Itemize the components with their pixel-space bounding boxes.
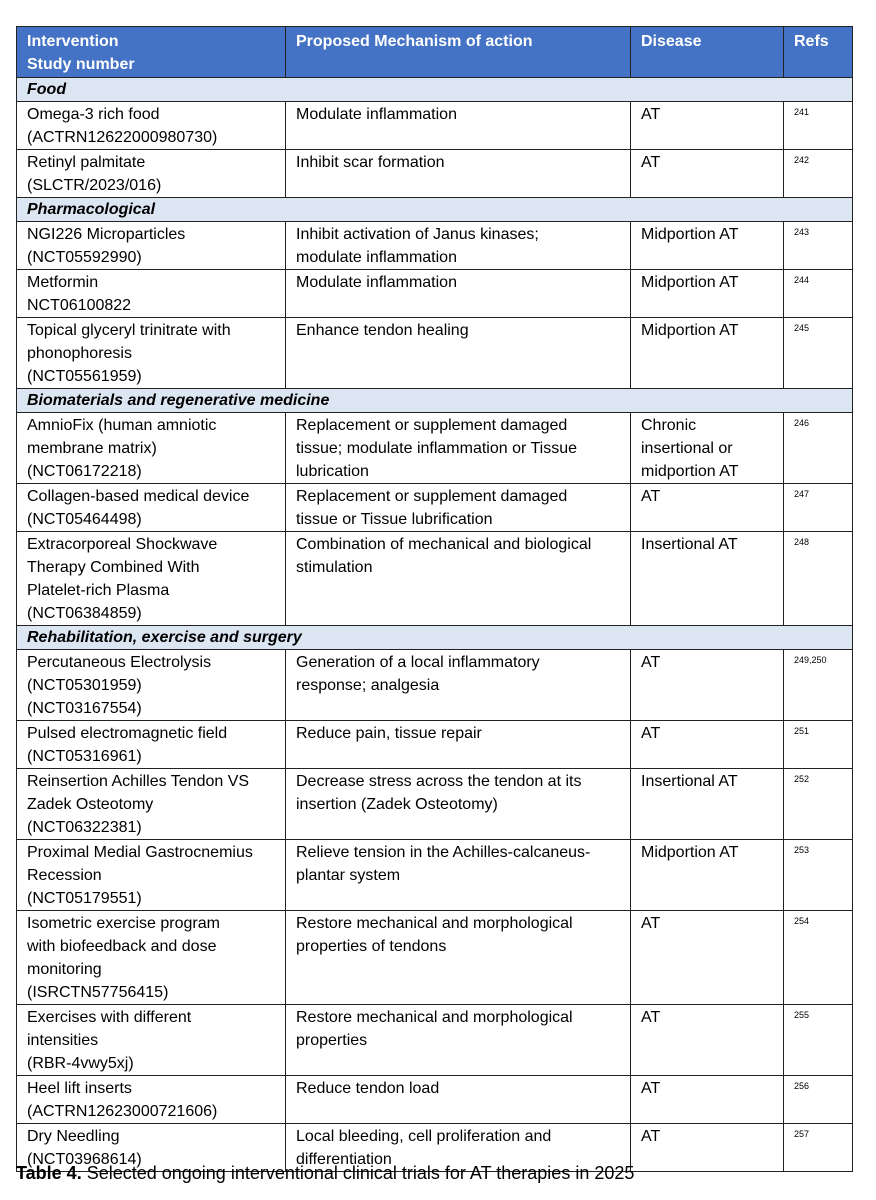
cell-disease-text: AT <box>641 106 661 123</box>
table-row <box>17 270 853 318</box>
cell-intervention <box>17 1076 286 1124</box>
table-row <box>17 1076 853 1124</box>
cell-disease <box>631 911 784 1005</box>
clinical-trials-table <box>16 26 853 1172</box>
cell-mechanism-text: Enhance tendon healing <box>296 322 469 339</box>
cell-mechanism <box>286 1005 631 1076</box>
cell-disease-text: AT <box>641 1080 661 1097</box>
cell-intervention <box>17 1005 286 1076</box>
cell-mechanism-text: Reduce tendon load <box>296 1080 440 1097</box>
cell-disease-text: AT <box>641 915 661 932</box>
cell-refs <box>784 1076 853 1124</box>
cell-refs-text: 242 <box>794 155 810 165</box>
table-header-row <box>17 27 853 78</box>
cell-disease <box>631 1124 784 1172</box>
section-row <box>17 389 853 413</box>
cell-mechanism-text: Replacement or supplement damaged tissue; modulate inflammation or Tissue lubrication <box>296 417 578 480</box>
cell-intervention-text: Pulsed electromagnetic field (NCT05316961) <box>27 725 228 765</box>
cell-intervention <box>17 769 286 840</box>
cell-refs-text: 248 <box>794 537 810 547</box>
cell-mechanism-text: Decrease stress across the tendon at its insertion (Zadek Osteotomy) <box>296 773 582 813</box>
cell-mechanism-text: Modulate inflammation <box>296 274 457 291</box>
cell-disease-text: AT <box>641 654 661 671</box>
cell-mechanism-text: Inhibit activation of Janus kinases; modulate inflammation <box>296 226 539 266</box>
cell-intervention <box>17 840 286 911</box>
cell-disease-text: AT <box>641 725 661 742</box>
cell-refs <box>784 1124 853 1172</box>
cell-refs-text: 249,250 <box>794 655 827 665</box>
table-row <box>17 532 853 626</box>
cell-mechanism-text: Restore mechanical and morphological properties <box>296 1009 573 1049</box>
cell-intervention <box>17 721 286 769</box>
section-row <box>17 626 853 650</box>
cell-intervention-text: Percutaneous Electrolysis (NCT05301959) (NCT03167554) <box>27 654 212 717</box>
cell-refs <box>784 222 853 270</box>
cell-disease-text: Midportion AT <box>641 226 739 243</box>
table-body <box>17 78 853 1172</box>
cell-mechanism <box>286 150 631 198</box>
cell-disease <box>631 1005 784 1076</box>
cell-mechanism <box>286 721 631 769</box>
cell-refs <box>784 150 853 198</box>
cell-mechanism <box>286 650 631 721</box>
section-title: Rehabilitation, exercise and surgery <box>17 626 853 650</box>
cell-intervention-text: Dry Needling (NCT03968614) <box>27 1128 142 1168</box>
cell-mechanism <box>286 413 631 484</box>
cell-mechanism-text: Local bleeding, cell proliferation and differentiation <box>296 1128 552 1168</box>
cell-mechanism <box>286 769 631 840</box>
table-row <box>17 840 853 911</box>
table-row <box>17 150 853 198</box>
cell-intervention <box>17 911 286 1005</box>
cell-refs-text: 247 <box>794 489 810 499</box>
cell-refs <box>784 840 853 911</box>
cell-mechanism-text: Replacement or supplement damaged tissue or Tissue lubrification <box>296 488 568 528</box>
caption-text: Selected ongoing interventional clinical trials for AT therapies in 2025 <box>81 1163 635 1183</box>
cell-disease-text: AT <box>641 1009 661 1026</box>
caption-label: Table 4. <box>16 1163 82 1183</box>
header-refs: Refs <box>784 27 853 78</box>
cell-mechanism-text: Relieve tension in the Achilles-calcaneus- plantar system <box>296 844 591 884</box>
header-mechanism: Proposed Mechanism of action <box>286 27 631 78</box>
cell-intervention-text: AmnioFix (human amniotic membrane matrix) (NCT06172218) <box>27 417 217 480</box>
cell-mechanism <box>286 222 631 270</box>
cell-mechanism <box>286 911 631 1005</box>
table-row <box>17 769 853 840</box>
cell-intervention <box>17 150 286 198</box>
cell-mechanism <box>286 1076 631 1124</box>
cell-disease-text: Midportion AT <box>641 844 739 861</box>
cell-disease-text: Chronic insertional or midportion AT <box>641 417 739 480</box>
cell-mechanism <box>286 484 631 532</box>
cell-disease <box>631 318 784 389</box>
cell-disease-text: AT <box>641 154 661 171</box>
cell-mechanism-text: Restore mechanical and morphological properties of tendons <box>296 915 573 955</box>
table-row <box>17 484 853 532</box>
cell-refs-text: 241 <box>794 107 810 117</box>
cell-disease <box>631 222 784 270</box>
cell-mechanism <box>286 532 631 626</box>
cell-refs <box>784 911 853 1005</box>
cell-disease <box>631 840 784 911</box>
cell-refs-text: 244 <box>794 275 810 285</box>
cell-intervention <box>17 318 286 389</box>
cell-disease-text: AT <box>641 1128 661 1145</box>
cell-intervention-text: Topical glyceryl trinitrate with phonophoresis (NCT05561959) <box>27 322 231 385</box>
cell-refs-text: 252 <box>794 774 810 784</box>
cell-refs <box>784 270 853 318</box>
cell-intervention-text: Heel lift inserts (ACTRN12623000721606) <box>27 1080 218 1120</box>
cell-disease <box>631 532 784 626</box>
cell-disease-text: Midportion AT <box>641 322 739 339</box>
cell-intervention <box>17 532 286 626</box>
section-title: Food <box>17 78 853 102</box>
cell-disease <box>631 102 784 150</box>
cell-refs-text: 251 <box>794 726 810 736</box>
cell-intervention-text: Exercises with different intensities (RBR-4vwy5xj) <box>27 1009 192 1072</box>
section-row <box>17 198 853 222</box>
cell-disease-text: Insertional AT <box>641 536 738 553</box>
section-row <box>17 78 853 102</box>
cell-refs-text: 254 <box>794 916 810 926</box>
cell-refs-text: 257 <box>794 1129 810 1139</box>
cell-disease <box>631 484 784 532</box>
cell-intervention-text: Omega-3 rich food (ACTRN12622000980730) <box>27 106 218 146</box>
table-row <box>17 102 853 150</box>
cell-mechanism-text: Combination of mechanical and biological stimulation <box>296 536 592 576</box>
cell-mechanism-text: Generation of a local inflammatory response; analgesia <box>296 654 540 694</box>
cell-refs <box>784 721 853 769</box>
cell-mechanism <box>286 102 631 150</box>
cell-mechanism-text: Modulate inflammation <box>296 106 457 123</box>
cell-refs-text: 243 <box>794 227 810 237</box>
cell-refs <box>784 769 853 840</box>
cell-intervention <box>17 102 286 150</box>
cell-intervention-text: Proximal Medial Gastrocnemius Recession (NCT05179551) <box>27 844 253 907</box>
cell-refs <box>784 484 853 532</box>
cell-intervention <box>17 650 286 721</box>
cell-mechanism <box>286 840 631 911</box>
cell-intervention-text: Reinsertion Achilles Tendon VS Zadek Osteotomy (NCT06322381) <box>27 773 250 836</box>
cell-intervention <box>17 270 286 318</box>
cell-refs <box>784 102 853 150</box>
cell-refs <box>784 413 853 484</box>
header-intervention: Intervention Study number <box>17 27 286 78</box>
cell-disease-text: Midportion AT <box>641 274 739 291</box>
cell-intervention-text: NGI226 Microparticles (NCT05592990) <box>27 226 186 266</box>
cell-refs-text: 253 <box>794 845 810 855</box>
table-row <box>17 650 853 721</box>
cell-disease <box>631 413 784 484</box>
cell-intervention <box>17 222 286 270</box>
cell-disease <box>631 650 784 721</box>
table-row <box>17 222 853 270</box>
table-row <box>17 911 853 1005</box>
cell-refs-text: 245 <box>794 323 810 333</box>
section-title: Pharmacological <box>17 198 853 222</box>
cell-disease <box>631 721 784 769</box>
cell-intervention-text: Extracorporeal Shockwave Therapy Combined With Platelet-rich Plasma (NCT06384859) <box>27 536 218 622</box>
cell-refs-text: 255 <box>794 1010 810 1020</box>
cell-refs-text: 256 <box>794 1081 810 1091</box>
section-title: Biomaterials and regenerative medicine <box>17 389 853 413</box>
cell-disease <box>631 1076 784 1124</box>
cell-intervention-text: Metformin NCT06100822 <box>27 274 132 314</box>
cell-intervention-text: Collagen-based medical device (NCT05464498) <box>27 488 250 528</box>
cell-mechanism-text: Inhibit scar formation <box>296 154 445 171</box>
cell-disease <box>631 150 784 198</box>
cell-disease-text: Insertional AT <box>641 773 738 790</box>
table-row <box>17 318 853 389</box>
cell-mechanism <box>286 270 631 318</box>
cell-disease <box>631 769 784 840</box>
cell-refs <box>784 1005 853 1076</box>
cell-refs <box>784 650 853 721</box>
cell-intervention-text: Retinyl palmitate (SLCTR/2023/016) <box>27 154 162 194</box>
cell-disease-text: AT <box>641 488 661 505</box>
cell-refs-text: 246 <box>794 418 810 428</box>
cell-refs <box>784 532 853 626</box>
header-disease: Disease <box>631 27 784 78</box>
table-row <box>17 721 853 769</box>
cell-intervention-text: Isometric exercise program with biofeedback and dose monitoring (ISRCTN57756415) <box>27 915 220 1001</box>
table-row <box>17 413 853 484</box>
cell-disease <box>631 270 784 318</box>
cell-mechanism-text: Reduce pain, tissue repair <box>296 725 482 742</box>
cell-mechanism <box>286 318 631 389</box>
cell-intervention <box>17 484 286 532</box>
cell-refs <box>784 318 853 389</box>
cell-intervention <box>17 413 286 484</box>
table-row <box>17 1005 853 1076</box>
table-caption <box>16 1161 634 1185</box>
